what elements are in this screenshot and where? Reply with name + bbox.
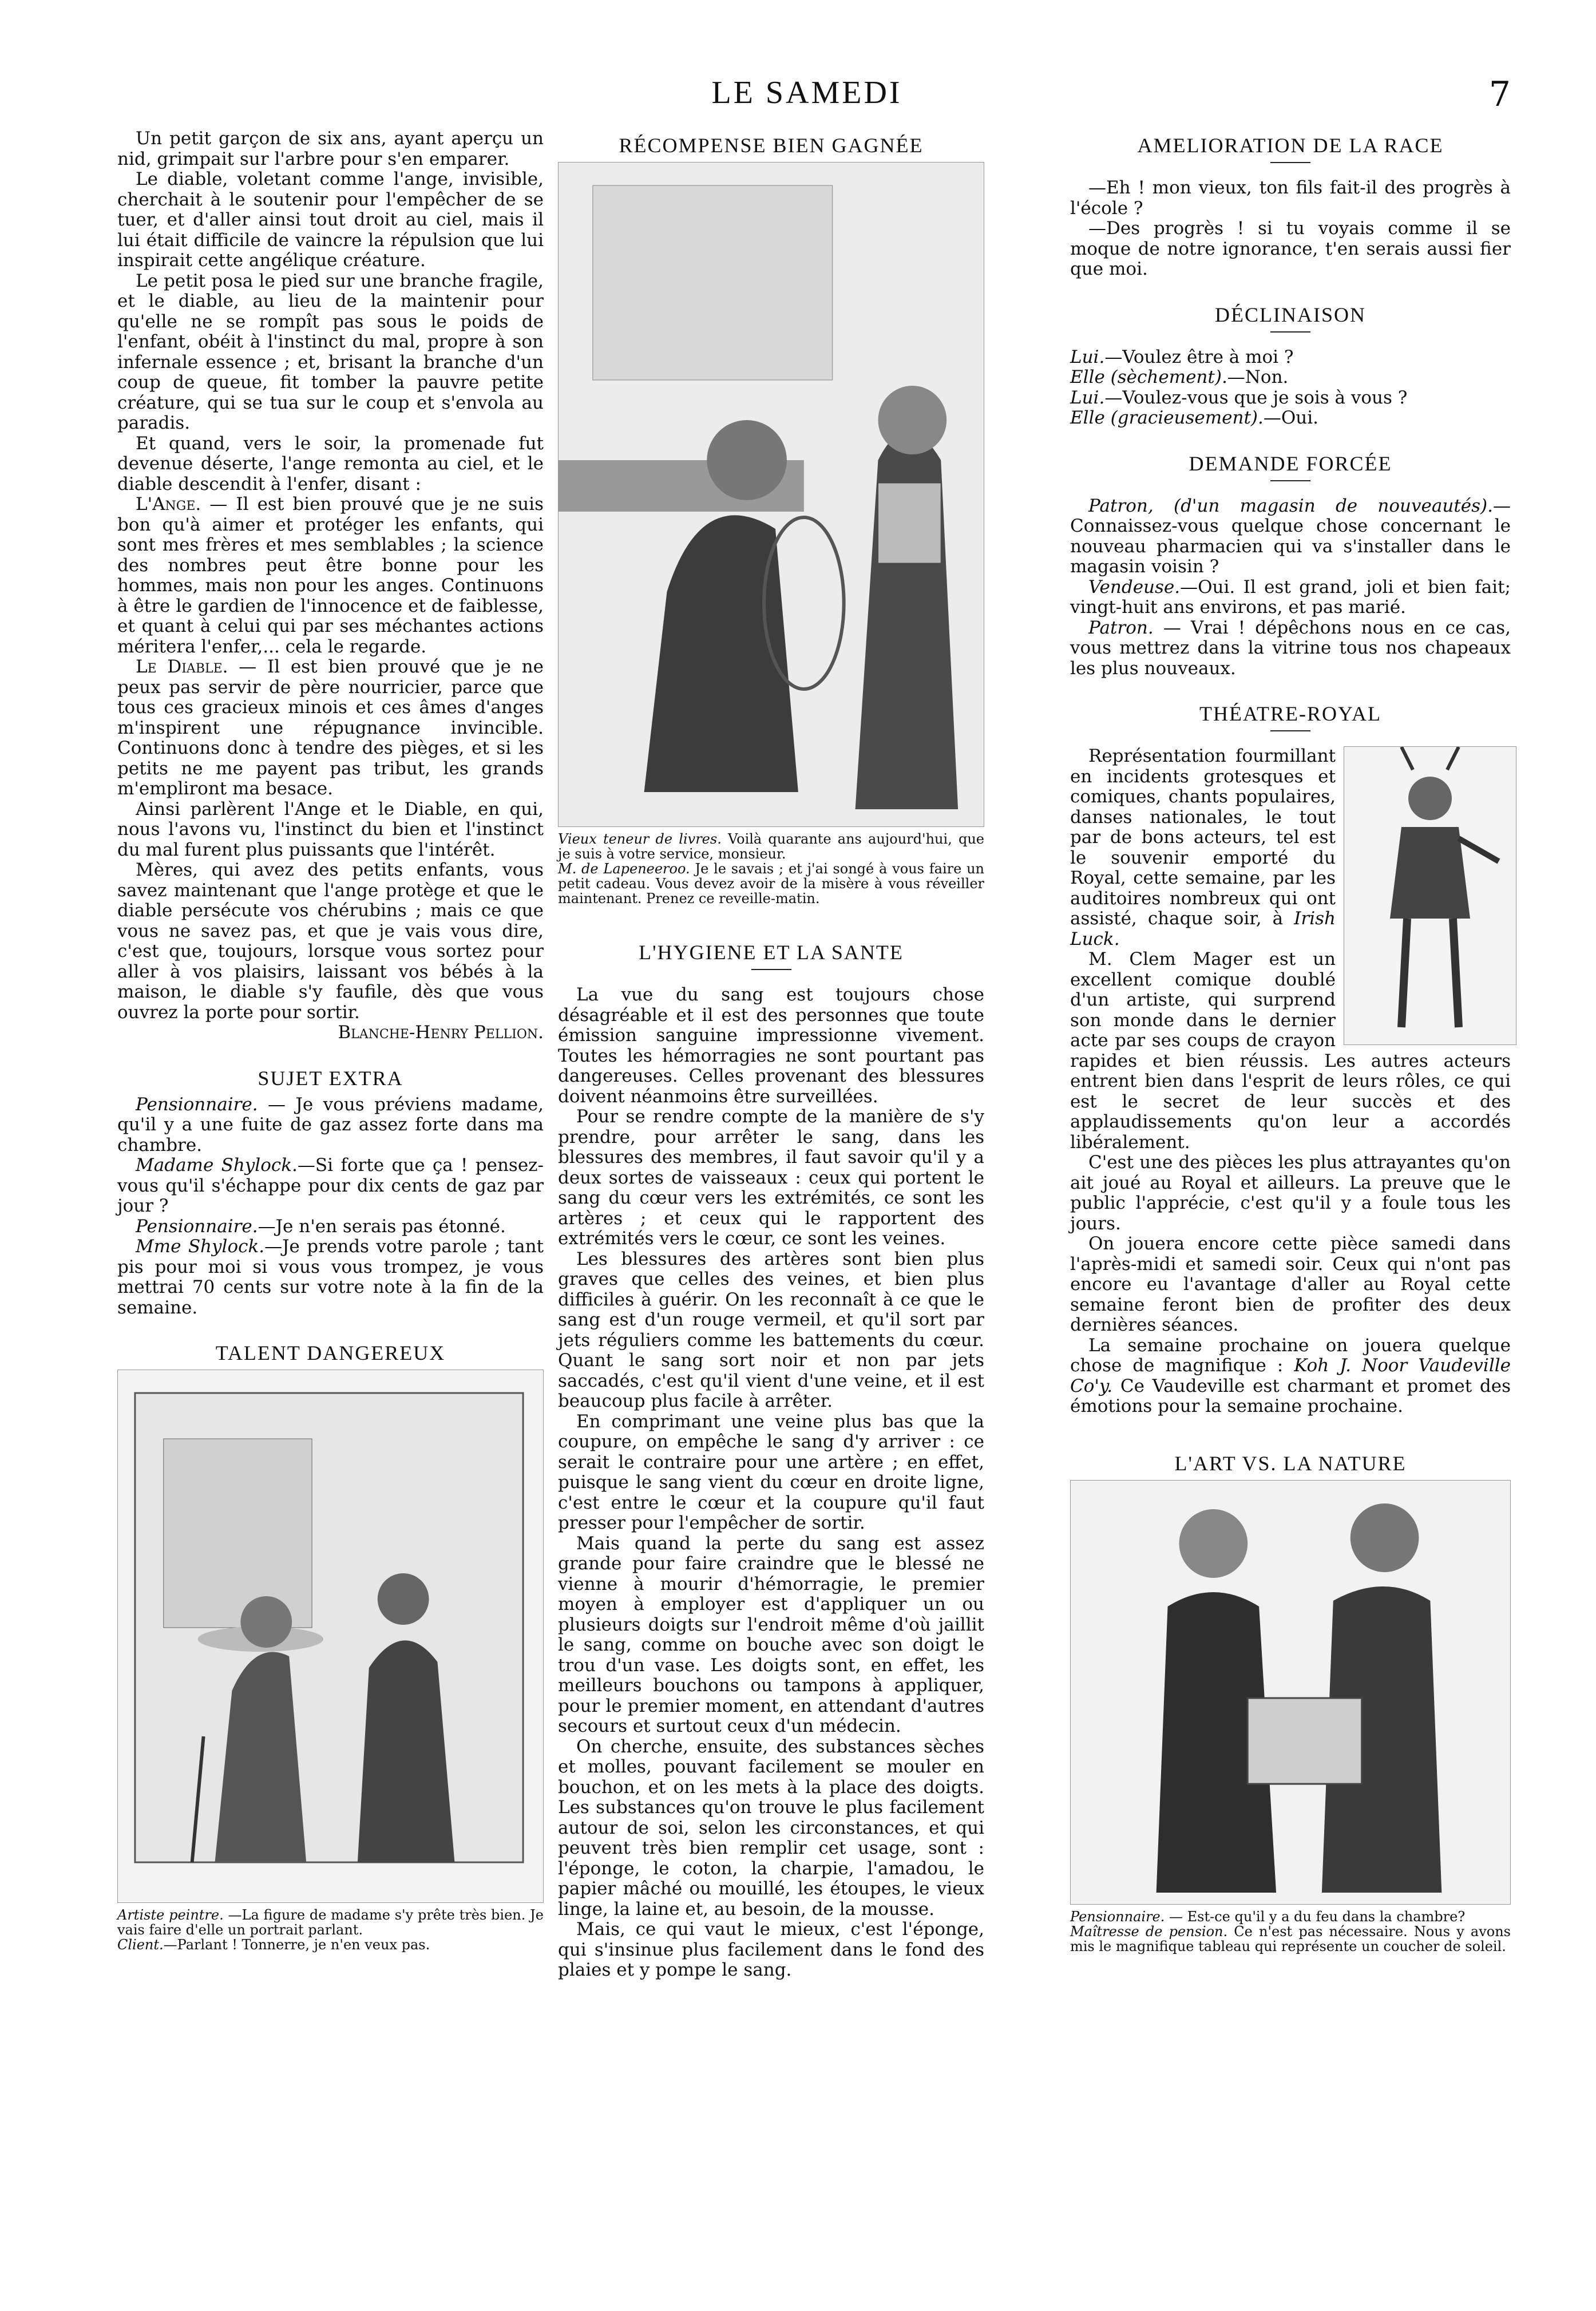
theatre-text: La semaine prochaine on jouera quelque chose de magnifique :	[1070, 1335, 1511, 1376]
dialogue-line	[1070, 347, 1511, 368]
dialogue-line	[117, 1156, 544, 1217]
story-paragraph: Le diable, voletant comme l'ange, invisible, cherchait à le soutenir pour l'empêcher de se tuer, et d'aller ainsi tout droit au ciel, mais il lui était difficile de vaincre la répulsion que lui inspirait cette angélique créature.	[117, 169, 544, 271]
newspaper-title: LE SAMEDI	[711, 75, 902, 110]
dialogue-line	[1070, 496, 1511, 577]
article-paragraph: La vue du sang est toujours chose désagréable et il est des personnes que toute émission sanguine impressionne vivement. Toutes les hémorragies ne sont pourtant pas dangereuses. Celles provenant des blessures doivent néanmoins être surveillées.	[558, 984, 984, 1107]
column-right	[1070, 129, 1511, 1954]
dialogue-line	[117, 1217, 544, 1237]
article-paragraph: Pour se rendre compte de la manière de s'y prendre, pour arrêter le sang, dans les blessures des membres, il faut savoir qu'il y a deux sortes de vaisseaux : ceux qui portent le sang du cœur vers les extrémités, ce sont les artères ; et ceux qui le rapportent des extrémités vers le cœur, ce sont les veines.	[558, 1106, 984, 1249]
engraving-dancer	[1344, 746, 1516, 1045]
dialogue-line	[1070, 577, 1511, 618]
story-paragraph: Un petit garçon de six ans, ayant aperçu un nid, grimpait sur l'arbre pour s'en emparer.	[117, 128, 544, 169]
article-paragraph: Les blessures des artères sont bien plus graves que celles des veines, et bien plus difficiles à guérir. On les reconnaît à ce que le sang est d'un rouge vermeil, et qu'il sort par jets réguliers comme les battements du cœur. Quant le sang sort noir et non par jets saccadés, c'est qu'il vient d'une veine, et il est beaucoup plus facile à arrêter.	[558, 1248, 984, 1411]
dialogue-text: —Connaissez-vous quelque chose concernant le nouveau pharmacien qui va s'installer dans le magasin voisin ?	[1070, 495, 1511, 577]
caption	[558, 832, 984, 906]
caption-text: —La figure de madame s'y prête très bien. Je vais faire d'elle un portrait parlant.	[117, 1907, 544, 1938]
caption-text: —Parlant ! Tonnerre, je n'en veux pas.	[163, 1937, 430, 1953]
column-left	[117, 129, 544, 1952]
story-paragraph: Et quand, vers le soir, la promenade fut devenue déserte, l'ange remonta au ciel, et le diable descendit à l'enfer, disant :	[117, 433, 544, 494]
article-paragraph: Mais, ce qui vaut le mieux, c'est l'éponge, qui s'insinue plus facilement dans le fond des plaies et y pompe le sang.	[558, 1919, 984, 1980]
diable-text: — Il est bien prouvé que je ne peux pas servir de père nourricier, parce que tous ces gracieux minois et ces âmes d'anges m'inspirent une répugnance invincible. Continuons donc à tendre des pièges, et si les petits ne me payent pas tribut, les grands m'empliront ma besace.	[117, 656, 544, 799]
theatre-paragraph: On jouera encore cette pièce samedi dans l'après-midi et samedi soir. Ceux qui n'ont pas encore eu l'avantage d'aller au Royal cette semaine feront bien de profiter des deux dernières séances.	[1070, 1233, 1511, 1335]
dialogue-line	[117, 1095, 544, 1156]
speaker: Patron.	[1088, 617, 1154, 638]
article-paragraph: On cherche, ensuite, des substances sèches et molles, pouvant facilement se mouler en bouchon, et on les mets à la place des doigts. Les substances qu'on trouve le plus facilement autour de soi, selon les circonstances, et qui peuvent très bien remplir cet usage, sont : l'éponge, le coton, la charpie, l'amadou, le papier mâché ou mouillé, les étoupes, le vieux linge, la laine et, au besoin, de la mousse.	[558, 1736, 984, 1920]
section-title-recompense: RÉCOMPENSE BIEN GAGNÉE	[619, 134, 924, 157]
engraving-couple-painting	[1070, 1480, 1511, 1905]
dialogue-line	[117, 1237, 544, 1318]
dialogue-text: —Je n'en serais pas étonné.	[258, 1216, 506, 1237]
caption-text: — Est-ce qu'il y a du feu dans la chambre?	[1165, 1908, 1466, 1925]
dialogue-text: —Voulez-vous que je sois à vous ?	[1104, 387, 1408, 408]
section-title-hygiene: L'HYGIENE ET LA SANTE	[639, 941, 904, 964]
speaker-ange: L'Ange.	[136, 494, 201, 515]
caption	[1070, 1909, 1511, 1954]
caption-text: Je le savais ; et j'ai songé à vous faire un petit cadeau. Vous devez avoir de la misère à vous réveiller maintenant. Prenez ce reveille-matin.	[558, 861, 984, 907]
dialogue-line	[1070, 388, 1511, 409]
speaker: Elle (sèchement).	[1070, 367, 1227, 387]
dialogue-text: —Non.	[1227, 367, 1289, 387]
speaker: Vendeuse.	[1088, 576, 1181, 597]
speaker: Madame Shylock.	[136, 1155, 298, 1176]
dialogue-text: —Oui. Il est grand, joli et bien fait; vingt-huit ans environs, et pas marié.	[1070, 576, 1511, 618]
dialogue-line: —Eh ! mon vieux, ton fils fait-il des progrès à l'école ?	[1070, 177, 1511, 219]
speaker: Lui.	[1070, 387, 1105, 408]
story-paragraph: Le petit posa le pied sur une branche fragile, et le diable, au lieu de la maintenir pour qu'elle ne se rompît pas sous le poids de l'enfant, obéit à l'instinct du mal, propre à son infernale essence ; et, brisant la branche d'un coup de queue, fit tomber la pauvre petite créature, qui se tua sur le coup et s'envola au paradis.	[117, 270, 544, 433]
dialogue-line: —Des progrès ! si tu voyais comme il se moque de notre ignorance, t'en serais aussi fier que moi.	[1070, 218, 1511, 279]
page-number: 7	[1488, 74, 1511, 114]
theatre-text: Ce Vaudeville est charmant et promet des émotions pour la semaine prochaine.	[1070, 1375, 1511, 1416]
dialogue-text: —Je prends votre parole ; tant pis pour moi si vous vous trompez, je vous mettrai 70 cents sur votre note à la fin de la semaine.	[117, 1236, 544, 1318]
dialogue-text: — Vrai ! dépêchons nous en ce cas, vous mettrez dans la vitrine tous nos chapeaux les plus nouveaux.	[1070, 617, 1511, 679]
caption-speaker: Vieux teneur de livres.	[558, 831, 722, 847]
section-title-amelioration: AMELIORATION DE LA RACE	[1137, 134, 1444, 157]
article-paragraph: En comprimant une veine plus bas que la coupure, on empêche le sang d'y arriver : ce serait le contraire pour une artère ; en effet, puisque le sang vient du cœur en droite ligne, c'est entre le cœur et la coupure qu'il faut presser pour l'empêcher de sortir.	[558, 1411, 984, 1533]
speaker-diable: Le Diable.	[136, 656, 228, 677]
column-middle	[558, 129, 984, 1981]
dialogue-text: —Oui.	[1263, 407, 1319, 428]
caption-speaker: Client.	[117, 1937, 164, 1953]
divider	[1270, 331, 1310, 333]
dialogue-text: —Si forte que ça ! pensez-vous qu'il s'échappe pour dix cents de gaz par jour ?	[117, 1155, 544, 1216]
divider	[751, 969, 791, 970]
speaker: Pensionnaire.	[136, 1094, 258, 1115]
ange-dialogue	[117, 494, 544, 657]
dialogue-line	[1070, 618, 1511, 679]
caption-speaker: Artiste peintre.	[117, 1907, 224, 1923]
speaker: Patron, (d'un magasin de nouveautés).	[1088, 495, 1493, 516]
divider	[1270, 480, 1310, 481]
engraving-office-scene	[558, 162, 984, 827]
caption-speaker: M. de Lapeneeroo.	[558, 861, 690, 877]
article-paragraph: Mais quand la perte du sang est assez grande pour faire craindre que le blessé ne vienne à mourir d'hémorragie, le premier moyen à employer est d'appliquer un ou plusieurs doigts sur l'endroit même d'où jaillit le sang, comme on bouche avec son doigt le trou d'un vase. Les doigts sont, en effet, les meilleurs bouchons ou tampons à appliquer, pour le premier moment, en attendant d'autres secours et surtout ceux d'un médecin.	[558, 1533, 984, 1736]
caption	[117, 1908, 544, 1952]
dialogue-line	[1070, 367, 1511, 388]
speaker: Pensionnaire.	[136, 1216, 258, 1237]
play-title: Koh J. Noor Vaudeville Co'y.	[1070, 1355, 1511, 1396]
diable-dialogue	[117, 657, 544, 800]
caption-text: Voilà quarante ans aujourd'hui, que je suis à votre service, monsieur.	[558, 831, 985, 862]
dialogue-text: —Voulez être à moi ?	[1104, 346, 1294, 367]
section-title-art: L'ART VS. LA NATURE	[1174, 1451, 1407, 1475]
signature: Blanche-Henry Pellion.	[338, 1022, 544, 1043]
story-paragraph: Ainsi parlèrent l'Ange et le Diable, en qui, nous l'avons vu, l'instinct du bien et l'instinct du mal furent plus puissants que l'intérêt.	[117, 798, 544, 860]
caption-speaker: Pensionnaire.	[1070, 1908, 1165, 1925]
section-title-sujet-extra: SUJET EXTRA	[258, 1066, 403, 1090]
theatre-paragraph: C'est une des pièces les plus attrayantes qu'on ait joué au Royal et ailleurs. La preuve que le public l'apprécie, c'est qu'il y a foule tous les jours.	[1070, 1152, 1511, 1234]
section-title-theatre: THÉATRE-ROYAL	[1199, 702, 1381, 725]
ange-text: — Il est bien prouvé que je ne suis bon qu'à aimer et protéger les enfants, qui sont mes frères et mes semblables ; la science des nombres peut être bonne pour les hommes, mais non pour les anges. Continuons à être le gardien de l'innocence et de faiblesse, et quant à celui qui par ses méchantes actions méritera l'enfer,... cela le regarde.	[117, 494, 544, 657]
section-title-declinaison: DÉCLINAISON	[1215, 303, 1366, 326]
masthead	[103, 74, 1511, 126]
theatre-text: Représentation fourmillant en incidents grotesques et comiques, chants populaires, danses nationales, le tout par de bons acteurs, tel est le souvenir emporté du Royal, cette semaine, par les auditoires nombreux qui ont assisté, chaque soir, à	[1070, 746, 1336, 929]
divider	[1270, 162, 1310, 163]
speaker: Lui.	[1070, 346, 1105, 367]
caption-text: Ce n'est pas nécessaire. Nous y avons mis le magnifique tableau qui représente un coucher de soleil.	[1070, 1923, 1511, 1954]
speaker: Elle (gracieusement).	[1070, 407, 1264, 428]
section-title-talent: TALENT DANGEREUX	[215, 1342, 446, 1364]
speaker: Mme Shylock.	[136, 1236, 265, 1257]
play-title: Irish Luck.	[1070, 908, 1336, 949]
dialogue-line	[1070, 408, 1511, 429]
story-paragraph: Mères, qui avez des petits enfants, vous savez maintenant que l'ange protège et que le diable persécute vos chérubins ; mais ce que vous ne savez pas, et que je vais vous dire, c'est que, toujours, lorsque vous sortez pour aller à vos plaisirs, laissant vos bébés à la maison, le diable s'y faufile, dès que vous ouvrez la porte pour sortir.	[117, 860, 544, 1023]
theatre-paragraph: M. Clem Mager est un excellent comique doublé d'un artiste, qui surprend son monde dans le dernier acte par ses coups de crayon rapides et bien réussis. Les autres acteurs entrent bien dans l'esprit de leurs rôles, ce qui est le secret de leur succès et des applaudissements qu'on leur a accordés libéralement.	[1070, 949, 1511, 1153]
divider	[1270, 730, 1310, 731]
caption-speaker: Maîtresse de pension.	[1070, 1923, 1228, 1940]
engraving-painter-scene	[117, 1370, 544, 1903]
theatre-paragraph	[1070, 1336, 1511, 1417]
dialogue-text: — Je vous préviens madame, qu'il y a une fuite de gaz assez forte dans ma chambre.	[117, 1094, 544, 1156]
section-title-demande: DEMANDE FORCÉE	[1189, 452, 1392, 475]
